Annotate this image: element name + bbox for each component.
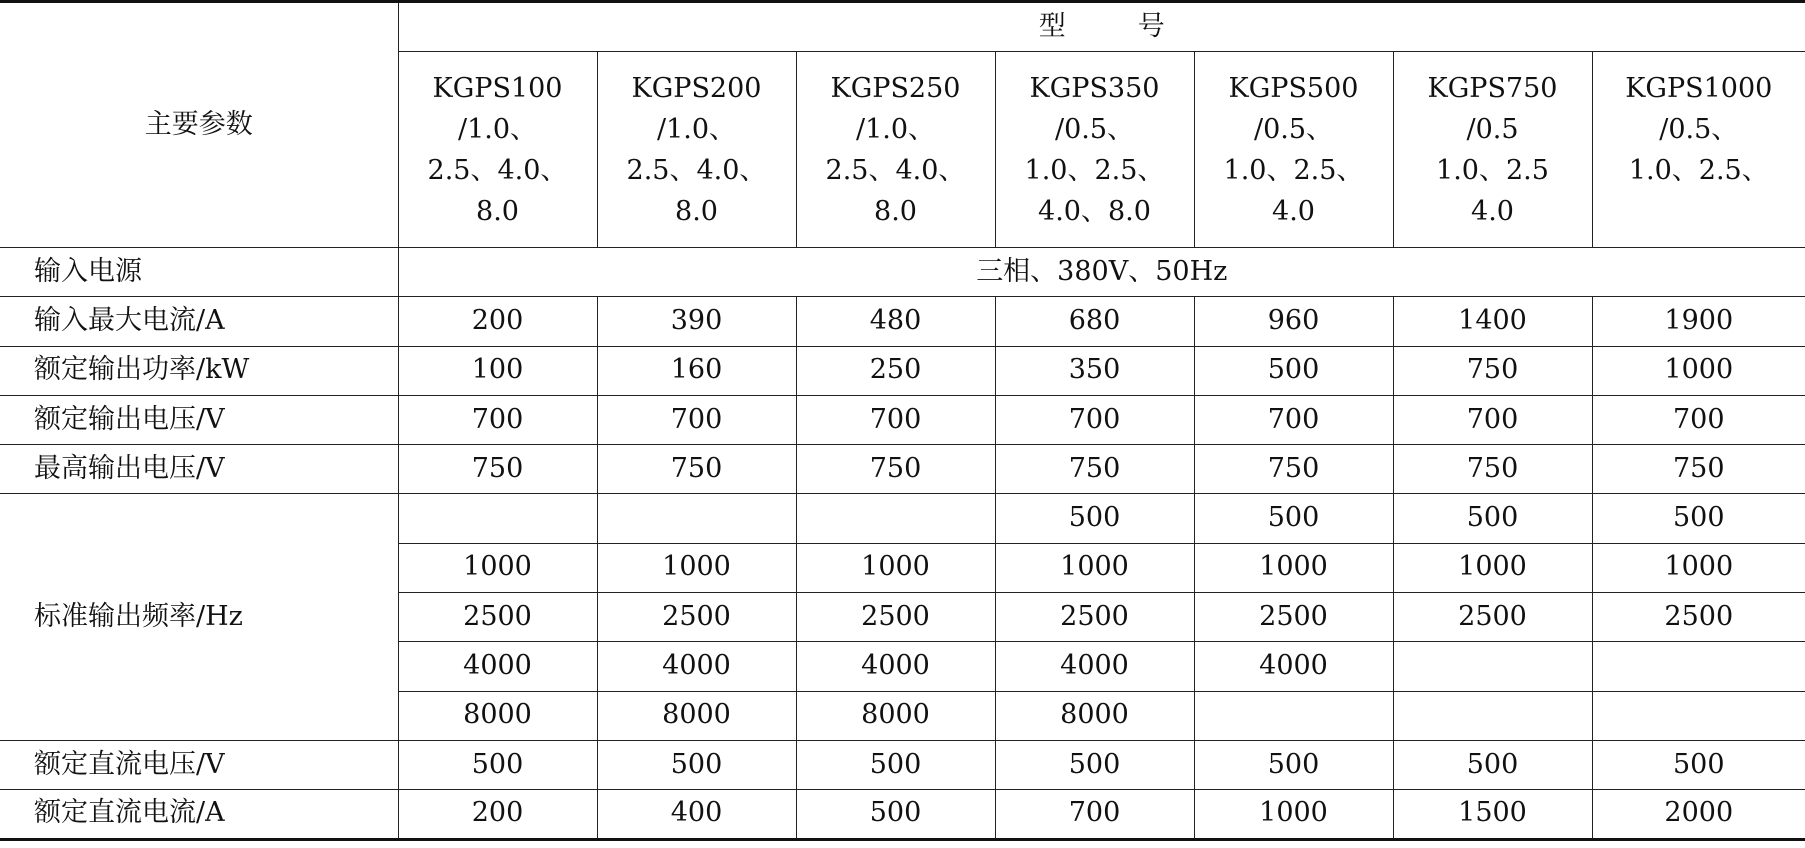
table-cell: 960 [1194,297,1393,346]
model-cell: KGPS350 /0.5、 1.0、2.5、 4.0、8.0 [995,52,1194,248]
table-cell: 500 [995,494,1194,543]
table-cell: 1900 [1592,297,1805,346]
table-cell: 8000 [597,691,796,740]
table-cell: 1000 [398,543,597,592]
table-cell: 750 [1592,445,1805,494]
table-cell: 4000 [398,642,597,691]
row-label: 额定直流电压/V [0,740,398,789]
model-header-left: 型 [1038,10,1066,42]
table-cell: 500 [398,740,597,789]
model-cell: KGPS750 /0.5 1.0、2.5 4.0 [1393,52,1592,248]
row-label: 输入电源 [0,248,398,297]
model-cell: KGPS500 /0.5、 1.0、2.5、 4.0 [1194,52,1393,248]
table-cell: 500 [796,740,995,789]
table-cell: 500 [1194,494,1393,543]
table-cell: 2500 [1592,593,1805,642]
table-cell: 100 [398,346,597,395]
row-label: 标准输出频率/Hz [0,494,398,740]
table-cell: 250 [796,346,995,395]
table-cell: 1000 [1194,790,1393,839]
input-power-value: 三相、380V、50Hz [398,248,1805,297]
table-cell: 200 [398,790,597,839]
table-cell: 350 [995,346,1194,395]
table-cell: 480 [796,297,995,346]
table-row [0,790,1805,839]
table-cell: 750 [1393,445,1592,494]
table-cell: 750 [1194,445,1393,494]
table-cell: 2500 [995,593,1194,642]
table-cell: 500 [1194,740,1393,789]
table-cell: 750 [796,445,995,494]
model-cell: KGPS100 /1.0、 2.5、4.0、 8.0 [398,52,597,248]
table-cell [1592,642,1805,691]
table-cell: 1400 [1393,297,1592,346]
model-cell: KGPS250 /1.0、 2.5、4.0、 8.0 [796,52,995,248]
table-cell: 750 [597,445,796,494]
table-cell: 500 [1393,494,1592,543]
table-cell: 400 [597,790,796,839]
table-cell: 700 [1194,395,1393,444]
table-cell [398,494,597,543]
table-cell: 200 [398,297,597,346]
table-cell: 700 [796,395,995,444]
table-cell: 2500 [796,593,995,642]
table-cell: 500 [1393,740,1592,789]
model-cell: KGPS200 /1.0、 2.5、4.0、 8.0 [597,52,796,248]
table-cell: 4000 [796,642,995,691]
table-cell: 4000 [995,642,1194,691]
row-label: 额定输出功率/kW [0,346,398,395]
table-cell [1194,691,1393,740]
table-cell [1592,691,1805,740]
table-cell: 700 [1393,395,1592,444]
corner-label: 主要参数 [0,2,398,248]
table-cell [1393,642,1592,691]
row-label: 最高输出电压/V [0,445,398,494]
table-cell: 680 [995,297,1194,346]
frequency-row [0,494,1805,543]
table-cell: 4000 [597,642,796,691]
table-cell: 500 [1194,346,1393,395]
table-cell: 700 [995,395,1194,444]
row-label: 输入最大电流/A [0,297,398,346]
table-cell: 1000 [1393,543,1592,592]
table-cell: 500 [995,740,1194,789]
table-cell: 2500 [1194,593,1393,642]
table-cell [1393,691,1592,740]
table-cell: 700 [995,790,1194,839]
table-cell: 750 [398,445,597,494]
model-cell: KGPS1000 /0.5、 1.0、2.5、 [1592,52,1805,248]
table-cell [796,494,995,543]
table-cell: 750 [1393,346,1592,395]
table-row [0,395,1805,444]
table-cell: 1500 [1393,790,1592,839]
table-cell: 8000 [995,691,1194,740]
table-cell: 1000 [995,543,1194,592]
table-cell: 700 [398,395,597,444]
table-cell: 8000 [398,691,597,740]
model-header [398,2,1805,52]
table-cell: 750 [995,445,1194,494]
table-cell: 700 [597,395,796,444]
table-cell: 1000 [1592,543,1805,592]
table-cell: 500 [796,790,995,839]
table-cell: 4000 [1194,642,1393,691]
table-cell: 500 [597,740,796,789]
table-cell: 8000 [796,691,995,740]
table-cell: 500 [1592,494,1805,543]
table-cell: 160 [597,346,796,395]
model-header-right: 号 [1137,10,1165,42]
table-cell: 1000 [597,543,796,592]
row-label: 额定输出电压/V [0,395,398,444]
table-cell: 2000 [1592,790,1805,839]
table-row [0,346,1805,395]
row-label: 额定直流电流/A [0,790,398,839]
table-row [0,740,1805,789]
table-cell: 2500 [398,593,597,642]
table-cell: 500 [1592,740,1805,789]
table-cell: 1000 [1194,543,1393,592]
table-cell: 2500 [597,593,796,642]
table-cell: 1000 [1592,346,1805,395]
input-power-row [0,248,1805,297]
table-cell: 1000 [796,543,995,592]
table-row [0,445,1805,494]
table-cell: 700 [1592,395,1805,444]
table-cell [597,494,796,543]
table-cell: 390 [597,297,796,346]
table-row [0,297,1805,346]
table-cell: 2500 [1393,593,1592,642]
